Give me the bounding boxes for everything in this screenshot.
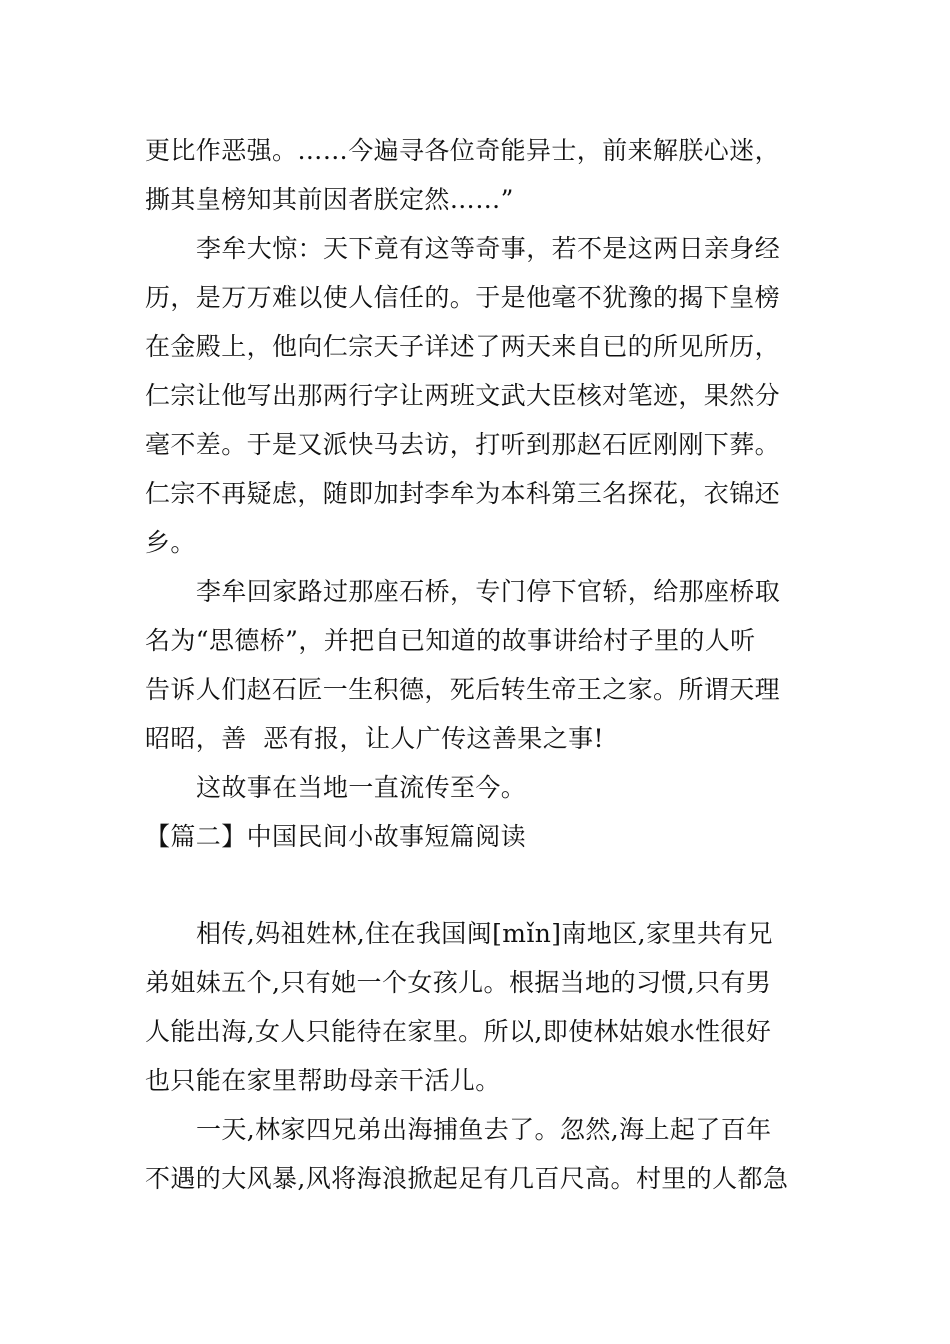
paragraph bbox=[145, 1105, 815, 1203]
text-line: 弟姐妹五个,只有她一个女孩儿。根据当地的习惯,只有男 bbox=[145, 968, 772, 997]
text-line: 人能出海,女人只能待在家里。所以,即使林姑娘水性很好 bbox=[145, 1017, 772, 1046]
text-line: 不遇的大风暴,风将海浪掀起足有几百尺高。村里的人都急 bbox=[145, 1164, 789, 1193]
text-line: 名为“思德桥”，并把自已知道的故事讲给村子里的人听 bbox=[145, 626, 756, 655]
text-line: 一天,林家四兄弟出海捕鱼去了。忽然,海上起了百年 bbox=[196, 1115, 772, 1144]
text-line: 告诉人们赵石匠一生积德，死后转生帝王之家。所谓天理 bbox=[145, 675, 781, 704]
text-line: 也只能在家里帮助母亲干活儿。 bbox=[145, 1066, 501, 1095]
paragraph bbox=[145, 567, 815, 763]
text-line: 在金殿上，他向仁宗天子详述了两天来自已的所见所历， bbox=[145, 332, 781, 361]
blank-line bbox=[145, 861, 815, 909]
paragraph bbox=[145, 909, 815, 1105]
story-section-one bbox=[145, 126, 815, 812]
text-line: 相传,妈祖姓林,住在我国闽[mǐn]南地区,家里共有兄 bbox=[196, 919, 773, 948]
text-line: 这故事在当地一直流传至今。 bbox=[196, 773, 527, 802]
section-heading: 【篇二】中国民间小故事短篇阅读 bbox=[145, 822, 527, 851]
text-line: 仁宗让他写出那两行字让两班文武大臣核对笔迹，果然分 bbox=[145, 381, 781, 410]
paragraph bbox=[145, 224, 815, 567]
text-line: 历，是万万难以使人信任的。于是他毫不犹豫的揭下皇榜 bbox=[145, 283, 781, 312]
text-line: 仁宗不再疑虑，随即加封李牟为本科第三名探花，衣锦还 bbox=[145, 479, 781, 508]
text-line: 更比作恶强。……今遍寻各位奇能异士，前来解朕心迷， bbox=[145, 136, 781, 165]
paragraph bbox=[145, 126, 815, 224]
text-line: 撕其皇榜知其前因者朕定然……” bbox=[145, 185, 514, 214]
text-line: 乡。 bbox=[145, 528, 196, 557]
text-line: 李牟回家路过那座石桥，专门停下官轿，给那座桥取 bbox=[196, 577, 781, 606]
paragraph bbox=[145, 763, 815, 812]
text-line: 毫不差。于是又派快马去访，打听到那赵石匠刚刚下葬。 bbox=[145, 430, 781, 459]
text-line: 李牟大惊：天下竟有这等奇事，若不是这两日亲身经 bbox=[196, 234, 781, 263]
story-section-two bbox=[145, 909, 815, 1203]
text-line: 昭昭，善 恶有报，让人广传这善果之事! bbox=[145, 724, 604, 753]
document-page bbox=[145, 126, 815, 1203]
